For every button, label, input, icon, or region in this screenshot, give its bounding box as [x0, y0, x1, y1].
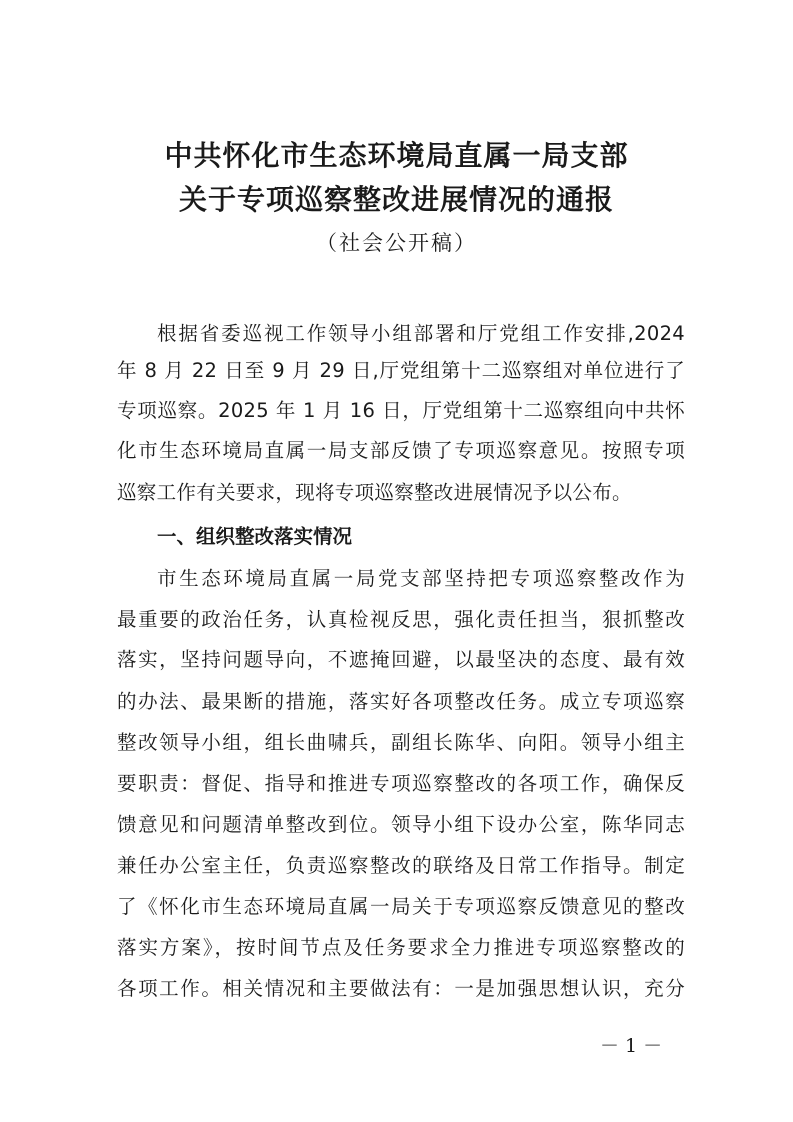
- paragraph-line: 市生态环境局直属一局党支部坚持把专项巡察整改作为: [157, 567, 685, 590]
- paragraph-line: 落实，坚持问题导向，不遮掩回避，以最坚决的态度、最有效: [117, 648, 685, 671]
- title-line-2: 关于专项巡察整改进展情况的通报: [178, 183, 614, 216]
- paragraph-line: 了《怀化市生态环境局直属一局关于专项巡察反馈意见的整改: [117, 895, 685, 918]
- subtitle: （社会公开稿）: [316, 231, 477, 255]
- title-line-1: 中共怀化市生态环境局直属一局支部: [164, 139, 629, 172]
- paragraph-line: 最重要的政治任务，认真检视反思，强化责任担当，狠抓整改: [117, 608, 685, 631]
- page-number: － 1 －: [600, 1035, 663, 1057]
- paragraph-line: 要职责：督促、指导和推进专项巡察整改的各项工作，确保反: [117, 772, 685, 795]
- paragraph-line: 馈意见和问题清单整改到位。领导小组下设办公室，陈华同志: [117, 813, 685, 836]
- section-heading: 一、组织整改落实情况: [157, 525, 353, 548]
- paragraph-line: 各项工作。相关情况和主要做法有：一是加强思想认识，充分: [117, 977, 685, 1000]
- paragraph-line: 兼任办公室主任，负责巡察整改的联络及日常工作指导。制定: [117, 854, 685, 877]
- paragraph-line: 化市生态环境局直属一局支部反馈了专项巡察意见。按照专项: [117, 439, 685, 462]
- paragraph-line: 整改领导小组，组长曲啸兵，副组长陈华、向阳。领导小组主: [117, 731, 685, 754]
- paragraph-line: 专项巡察。2025 年 1 月 16 日，厅党组第十二巡察组向中共怀: [117, 399, 685, 422]
- paragraph-line: 根据省委巡视工作领导小组部署和厅党组工作安排,2024: [157, 322, 685, 345]
- paragraph-line: 年 8 月 22 日至 9 月 29 日,厅党组第十二巡察组对单位进行了: [117, 359, 685, 382]
- paragraph-line: 巡察工作有关要求，现将专项巡察整改进展情况予以公布。: [117, 481, 632, 504]
- paragraph-line: 落实方案》，按时间节点及任务要求全力推进专项巡察整改的: [117, 936, 685, 959]
- paragraph-line: 的办法、最果断的措施，落实好各项整改任务。成立专项巡察: [117, 690, 685, 713]
